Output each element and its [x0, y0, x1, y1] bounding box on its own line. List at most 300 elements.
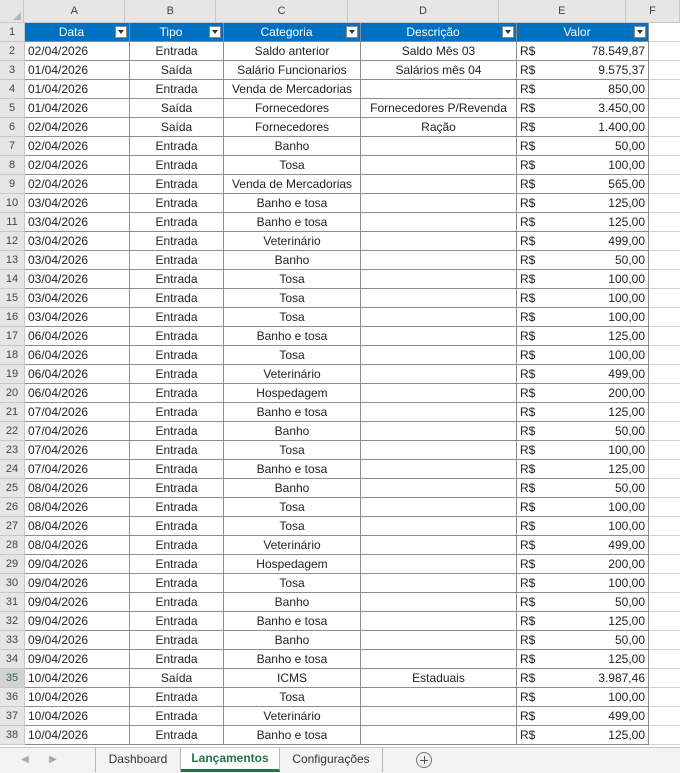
cell-valor[interactable]	[517, 194, 649, 213]
cell-descricao[interactable]	[361, 308, 517, 327]
cell-f[interactable]	[649, 517, 680, 536]
cell-descricao[interactable]	[361, 194, 517, 213]
cell-valor[interactable]	[517, 327, 649, 346]
cell-categoria[interactable]: Banho e tosa	[224, 403, 361, 422]
cell-descricao[interactable]: Salários mês 04	[361, 61, 517, 80]
cell-data[interactable]: 03/04/2026	[25, 232, 130, 251]
cell-tipo[interactable]: Entrada	[130, 612, 224, 631]
cell-categoria[interactable]: Banho	[224, 422, 361, 441]
cell-f[interactable]	[649, 384, 680, 403]
header-categoria[interactable]	[224, 23, 361, 42]
cell-tipo[interactable]: Saída	[130, 99, 224, 118]
cell-valor[interactable]	[517, 441, 649, 460]
cell-f[interactable]	[649, 574, 680, 593]
row-header[interactable]: 29	[0, 555, 25, 574]
cell-tipo[interactable]: Entrada	[130, 517, 224, 536]
cell-f[interactable]	[649, 270, 680, 289]
cell-tipo[interactable]: Entrada	[130, 289, 224, 308]
cell-valor[interactable]	[517, 80, 649, 99]
row-header[interactable]: 3	[0, 61, 25, 80]
cell-categoria[interactable]: Tosa	[224, 517, 361, 536]
table-row	[0, 42, 680, 61]
cell-descricao[interactable]	[361, 137, 517, 156]
cell-tipo[interactable]: Entrada	[130, 308, 224, 327]
cell-tipo[interactable]: Entrada	[130, 441, 224, 460]
cell-data[interactable]: 03/04/2026	[25, 251, 130, 270]
cell-descricao[interactable]	[361, 156, 517, 175]
currency-symbol: R$	[520, 310, 536, 324]
cell-data[interactable]: 09/04/2026	[25, 631, 130, 650]
filter-dropdown-icon[interactable]	[346, 26, 358, 38]
cell-descricao[interactable]	[361, 460, 517, 479]
cell-tipo[interactable]: Entrada	[130, 251, 224, 270]
cell-f[interactable]	[649, 688, 680, 707]
cell-valor[interactable]	[517, 574, 649, 593]
cell-data[interactable]: 03/04/2026	[25, 270, 130, 289]
cell-data[interactable]: 07/04/2026	[25, 460, 130, 479]
tab-lancamentos[interactable]: Lançamentos	[181, 748, 280, 772]
column-header-b[interactable]: B	[125, 0, 216, 23]
row-header[interactable]: 26	[0, 498, 25, 517]
cell-data[interactable]: 02/04/2026	[25, 42, 130, 61]
cell-valor[interactable]	[517, 536, 649, 555]
cell-valor[interactable]	[517, 365, 649, 384]
cell-valor[interactable]	[517, 612, 649, 631]
currency-symbol: R$	[520, 272, 536, 286]
cell-descricao[interactable]	[361, 574, 517, 593]
cell-valor[interactable]	[517, 593, 649, 612]
cell-categoria[interactable]: Venda de Mercadorias	[224, 80, 361, 99]
cell-descricao[interactable]	[361, 327, 517, 346]
cell-data[interactable]: 03/04/2026	[25, 289, 130, 308]
cell-data[interactable]: 10/04/2026	[25, 688, 130, 707]
row-header[interactable]: 37	[0, 707, 25, 726]
table-row	[0, 574, 680, 593]
cell-f[interactable]	[649, 460, 680, 479]
row-header[interactable]: 24	[0, 460, 25, 479]
row-header[interactable]: 36	[0, 688, 25, 707]
cell-categoria[interactable]: Banho	[224, 137, 361, 156]
cell-descricao[interactable]	[361, 213, 517, 232]
row-header[interactable]: 7	[0, 137, 25, 156]
row-header[interactable]: 22	[0, 422, 25, 441]
cell-valor[interactable]	[517, 42, 649, 61]
row-header[interactable]: 18	[0, 346, 25, 365]
cell-f[interactable]	[649, 137, 680, 156]
table-header-row	[0, 23, 680, 42]
cell-tipo[interactable]: Entrada	[130, 327, 224, 346]
row-header[interactable]: 34	[0, 650, 25, 669]
row-header[interactable]: 20	[0, 384, 25, 403]
cell-tipo[interactable]: Entrada	[130, 650, 224, 669]
cell-data[interactable]: 09/04/2026	[25, 612, 130, 631]
select-all-corner[interactable]	[0, 0, 24, 23]
cell-tipo[interactable]: Entrada	[130, 346, 224, 365]
cell-tipo[interactable]: Entrada	[130, 232, 224, 251]
cell-data[interactable]: 02/04/2026	[25, 175, 130, 194]
row-header[interactable]: 32	[0, 612, 25, 631]
cell-categoria[interactable]: Saldo anterior	[224, 42, 361, 61]
cell-data[interactable]: 07/04/2026	[25, 422, 130, 441]
cell-valor[interactable]	[517, 61, 649, 80]
cell-data[interactable]: 03/04/2026	[25, 213, 130, 232]
cell-valor[interactable]	[517, 498, 649, 517]
cell-f[interactable]	[649, 707, 680, 726]
cell-f[interactable]	[649, 175, 680, 194]
tab-dashboard[interactable]: Dashboard	[96, 748, 181, 772]
cell-data[interactable]: 03/04/2026	[25, 308, 130, 327]
cell-f[interactable]	[649, 365, 680, 384]
cell-tipo[interactable]: Entrada	[130, 688, 224, 707]
cell-tipo[interactable]: Entrada	[130, 536, 224, 555]
cell-valor[interactable]	[517, 251, 649, 270]
row-header[interactable]: 4	[0, 80, 25, 99]
cell-categoria[interactable]: Tosa	[224, 289, 361, 308]
cell-categoria[interactable]: Tosa	[224, 498, 361, 517]
cell-f[interactable]	[649, 23, 680, 42]
cell-data[interactable]: 08/04/2026	[25, 517, 130, 536]
cell-f[interactable]	[649, 61, 680, 80]
cell-descricao[interactable]	[361, 517, 517, 536]
cell-tipo[interactable]: Entrada	[130, 42, 224, 61]
header-valor[interactable]	[517, 23, 649, 42]
cell-tipo[interactable]: Entrada	[130, 270, 224, 289]
cell-categoria[interactable]: Tosa	[224, 156, 361, 175]
cell-descricao[interactable]	[361, 593, 517, 612]
row-header[interactable]: 9	[0, 175, 25, 194]
cell-f[interactable]	[649, 251, 680, 270]
cell-data[interactable]: 06/04/2026	[25, 365, 130, 384]
cell-valor[interactable]	[517, 232, 649, 251]
cell-data[interactable]: 08/04/2026	[25, 536, 130, 555]
row-header[interactable]: 27	[0, 517, 25, 536]
cell-descricao[interactable]	[361, 631, 517, 650]
cell-categoria[interactable]: Veterinário	[224, 232, 361, 251]
cell-data[interactable]: 06/04/2026	[25, 384, 130, 403]
cell-data[interactable]: 09/04/2026	[25, 593, 130, 612]
cell-valor[interactable]	[517, 270, 649, 289]
cell-tipo[interactable]: Entrada	[130, 460, 224, 479]
scroll-tabs-left-icon[interactable]: ◀	[21, 754, 29, 765]
cell-valor[interactable]	[517, 213, 649, 232]
cell-tipo[interactable]: Entrada	[130, 403, 224, 422]
cell-valor[interactable]	[517, 669, 649, 688]
cell-f[interactable]	[649, 631, 680, 650]
filter-dropdown-icon[interactable]	[634, 26, 646, 38]
cell-valor[interactable]	[517, 707, 649, 726]
row-header[interactable]: 12	[0, 232, 25, 251]
row-header[interactable]: 8	[0, 156, 25, 175]
cell-descricao[interactable]	[361, 422, 517, 441]
cell-descricao[interactable]	[361, 384, 517, 403]
cell-data[interactable]: 07/04/2026	[25, 403, 130, 422]
cell-data[interactable]: 10/04/2026	[25, 707, 130, 726]
cell-data[interactable]: 10/04/2026	[25, 669, 130, 688]
row-header[interactable]: 17	[0, 327, 25, 346]
cell-tipo[interactable]: Entrada	[130, 555, 224, 574]
tab-configuracoes[interactable]: Configurações	[280, 748, 383, 772]
cell-valor[interactable]	[517, 175, 649, 194]
cell-valor[interactable]	[517, 726, 649, 745]
cell-categoria[interactable]: Tosa	[224, 441, 361, 460]
row-header[interactable]: 33	[0, 631, 25, 650]
cell-categoria[interactable]: ICMS	[224, 669, 361, 688]
cell-descricao[interactable]	[361, 365, 517, 384]
cell-tipo[interactable]: Entrada	[130, 574, 224, 593]
column-header-a[interactable]: A	[24, 0, 125, 23]
cell-categoria[interactable]: Tosa	[224, 346, 361, 365]
cell-categoria[interactable]: Banho	[224, 631, 361, 650]
cell-tipo[interactable]: Entrada	[130, 593, 224, 612]
cell-tipo[interactable]: Entrada	[130, 156, 224, 175]
cell-categoria[interactable]: Fornecedores	[224, 99, 361, 118]
cell-valor[interactable]	[517, 688, 649, 707]
cell-descricao[interactable]: Saldo Mês 03	[361, 42, 517, 61]
cell-tipo[interactable]: Saída	[130, 669, 224, 688]
cell-valor[interactable]	[517, 99, 649, 118]
cell-tipo[interactable]: Entrada	[130, 384, 224, 403]
cell-descricao[interactable]	[361, 688, 517, 707]
cell-tipo[interactable]: Saída	[130, 118, 224, 137]
cell-tipo[interactable]: Entrada	[130, 80, 224, 99]
cell-descricao[interactable]	[361, 289, 517, 308]
cell-f[interactable]	[649, 441, 680, 460]
row-header[interactable]: 6	[0, 118, 25, 137]
cell-tipo[interactable]: Entrada	[130, 175, 224, 194]
cell-valor[interactable]	[517, 118, 649, 137]
cell-categoria[interactable]: Banho e tosa	[224, 213, 361, 232]
cell-categoria[interactable]: Venda de Mercadorias	[224, 175, 361, 194]
cell-categoria[interactable]: Banho e tosa	[224, 726, 361, 745]
cell-valor[interactable]	[517, 422, 649, 441]
cell-tipo[interactable]: Saída	[130, 61, 224, 80]
cell-categoria[interactable]: Banho	[224, 593, 361, 612]
row-header[interactable]: 14	[0, 270, 25, 289]
cell-tipo[interactable]: Entrada	[130, 194, 224, 213]
cell-f[interactable]	[649, 194, 680, 213]
cell-categoria[interactable]: Banho e tosa	[224, 460, 361, 479]
cell-tipo[interactable]: Entrada	[130, 726, 224, 745]
scroll-tabs-right-icon[interactable]: ▶	[49, 754, 57, 765]
cell-categoria[interactable]: Banho e tosa	[224, 327, 361, 346]
cell-valor[interactable]	[517, 289, 649, 308]
cell-f[interactable]	[649, 289, 680, 308]
cell-valor[interactable]	[517, 517, 649, 536]
cell-descricao[interactable]: Estaduais	[361, 669, 517, 688]
table-row	[0, 213, 680, 232]
row-header[interactable]: 23	[0, 441, 25, 460]
cell-categoria[interactable]: Banho	[224, 251, 361, 270]
cell-f[interactable]	[649, 156, 680, 175]
cell-categoria[interactable]: Banho	[224, 479, 361, 498]
cell-descricao[interactable]	[361, 479, 517, 498]
cell-valor[interactable]	[517, 384, 649, 403]
cell-valor[interactable]	[517, 650, 649, 669]
cell-data[interactable]: 09/04/2026	[25, 574, 130, 593]
cell-f[interactable]	[649, 42, 680, 61]
cell-f[interactable]	[649, 403, 680, 422]
column-header-c[interactable]: C	[216, 0, 348, 23]
cell-categoria[interactable]: Veterinário	[224, 365, 361, 384]
cell-descricao[interactable]	[361, 536, 517, 555]
cell-f[interactable]	[649, 232, 680, 251]
cell-descricao[interactable]	[361, 650, 517, 669]
cell-f[interactable]	[649, 99, 680, 118]
table-row	[0, 403, 680, 422]
column-header-f[interactable]: F	[626, 0, 680, 23]
cell-valor[interactable]	[517, 346, 649, 365]
cell-categoria[interactable]: Veterinário	[224, 707, 361, 726]
cell-f[interactable]	[649, 726, 680, 745]
row-header[interactable]: 28	[0, 536, 25, 555]
cell-descricao[interactable]	[361, 612, 517, 631]
cell-data[interactable]: 08/04/2026	[25, 498, 130, 517]
cell-tipo[interactable]: Entrada	[130, 213, 224, 232]
cell-valor[interactable]	[517, 460, 649, 479]
cell-categoria[interactable]: Tosa	[224, 308, 361, 327]
cell-f[interactable]	[649, 422, 680, 441]
row-header[interactable]: 19	[0, 365, 25, 384]
cell-data[interactable]: 01/04/2026	[25, 80, 130, 99]
cell-valor[interactable]	[517, 156, 649, 175]
cell-tipo[interactable]: Entrada	[130, 137, 224, 156]
cell-valor[interactable]	[517, 555, 649, 574]
cell-f[interactable]	[649, 479, 680, 498]
row-header[interactable]: 25	[0, 479, 25, 498]
cell-valor[interactable]	[517, 137, 649, 156]
amount: 125,00	[608, 652, 645, 666]
cell-data[interactable]: 02/04/2026	[25, 156, 130, 175]
cell-f[interactable]	[649, 650, 680, 669]
cell-descricao[interactable]	[361, 232, 517, 251]
cell-descricao[interactable]	[361, 251, 517, 270]
cell-f[interactable]	[649, 536, 680, 555]
cell-tipo[interactable]: Entrada	[130, 479, 224, 498]
cell-f[interactable]	[649, 346, 680, 365]
row-header[interactable]: 2	[0, 42, 25, 61]
cell-descricao[interactable]	[361, 498, 517, 517]
row-header[interactable]: 13	[0, 251, 25, 270]
cell-data[interactable]: 10/04/2026	[25, 726, 130, 745]
cell-descricao[interactable]	[361, 346, 517, 365]
cell-categoria[interactable]: Veterinário	[224, 536, 361, 555]
cell-categoria[interactable]: Banho e tosa	[224, 194, 361, 213]
cell-f[interactable]	[649, 213, 680, 232]
cell-descricao[interactable]: Fornecedores P/Revenda	[361, 99, 517, 118]
row-header[interactable]: 16	[0, 308, 25, 327]
cell-categoria[interactable]: Salário Funcionarios	[224, 61, 361, 80]
cell-descricao[interactable]	[361, 403, 517, 422]
cell-f[interactable]	[649, 327, 680, 346]
cell-data[interactable]: 02/04/2026	[25, 118, 130, 137]
cell-data[interactable]: 09/04/2026	[25, 555, 130, 574]
filter-dropdown-icon[interactable]	[209, 26, 221, 38]
cell-descricao[interactable]	[361, 707, 517, 726]
row-header[interactable]: 10	[0, 194, 25, 213]
cell-data[interactable]: 07/04/2026	[25, 441, 130, 460]
cell-categoria[interactable]: Tosa	[224, 270, 361, 289]
row-header[interactable]: 38	[0, 726, 25, 745]
currency-symbol: R$	[520, 329, 536, 343]
cell-descricao[interactable]	[361, 726, 517, 745]
table-row	[0, 517, 680, 536]
cell-descricao[interactable]	[361, 80, 517, 99]
column-header-e[interactable]: E	[499, 0, 626, 23]
cell-data[interactable]: 03/04/2026	[25, 194, 130, 213]
cell-valor[interactable]	[517, 308, 649, 327]
cell-f[interactable]	[649, 669, 680, 688]
cell-valor[interactable]	[517, 403, 649, 422]
cell-descricao[interactable]	[361, 555, 517, 574]
cell-data[interactable]: 01/04/2026	[25, 99, 130, 118]
cell-tipo[interactable]: Entrada	[130, 365, 224, 384]
currency-symbol: R$	[520, 595, 536, 609]
cell-valor[interactable]	[517, 479, 649, 498]
cell-categoria[interactable]: Banho e tosa	[224, 650, 361, 669]
cell-tipo[interactable]: Entrada	[130, 707, 224, 726]
cell-categoria[interactable]: Banho e tosa	[224, 612, 361, 631]
cell-categoria[interactable]: Hospedagem	[224, 384, 361, 403]
header-data[interactable]	[25, 23, 130, 42]
cell-f[interactable]	[649, 612, 680, 631]
cell-tipo[interactable]: Entrada	[130, 631, 224, 650]
cell-descricao[interactable]	[361, 175, 517, 194]
cell-f[interactable]	[649, 80, 680, 99]
cell-descricao[interactable]	[361, 270, 517, 289]
row-header[interactable]: 31	[0, 593, 25, 612]
cell-data[interactable]: 01/04/2026	[25, 61, 130, 80]
cell-f[interactable]	[649, 308, 680, 327]
add-sheet-icon[interactable]	[416, 752, 432, 768]
cell-descricao[interactable]	[361, 441, 517, 460]
filter-dropdown-icon[interactable]	[115, 26, 127, 38]
amount: 200,00	[608, 386, 645, 400]
cell-descricao[interactable]: Ração	[361, 118, 517, 137]
row-header[interactable]: 30	[0, 574, 25, 593]
table-row	[0, 669, 680, 688]
filter-dropdown-icon[interactable]	[502, 26, 514, 38]
cell-valor[interactable]	[517, 631, 649, 650]
row-header[interactable]: 15	[0, 289, 25, 308]
cell-data[interactable]: 02/04/2026	[25, 137, 130, 156]
row-header[interactable]: 11	[0, 213, 25, 232]
header-descricao[interactable]	[361, 23, 517, 42]
cell-data[interactable]: 09/04/2026	[25, 650, 130, 669]
header-tipo[interactable]	[130, 23, 224, 42]
cell-f[interactable]	[649, 498, 680, 517]
cell-data[interactable]: 08/04/2026	[25, 479, 130, 498]
cell-data[interactable]: 06/04/2026	[25, 327, 130, 346]
cell-data[interactable]: 06/04/2026	[25, 346, 130, 365]
table-row	[0, 707, 680, 726]
cell-tipo[interactable]: Entrada	[130, 498, 224, 517]
cell-categoria[interactable]: Tosa	[224, 688, 361, 707]
currency-symbol: R$	[520, 120, 536, 134]
row-header[interactable]: 5	[0, 99, 25, 118]
row-header[interactable]: 35	[0, 669, 25, 688]
column-header-d[interactable]: D	[348, 0, 498, 23]
currency-symbol: R$	[520, 500, 536, 514]
cell-categoria[interactable]: Tosa	[224, 574, 361, 593]
cell-categoria[interactable]: Hospedagem	[224, 555, 361, 574]
cell-tipo[interactable]: Entrada	[130, 422, 224, 441]
row-header[interactable]: 21	[0, 403, 25, 422]
cell-categoria[interactable]: Fornecedores	[224, 118, 361, 137]
cell-f[interactable]	[649, 118, 680, 137]
row-header[interactable]: 1	[0, 23, 25, 42]
cell-f[interactable]	[649, 593, 680, 612]
cell-f[interactable]	[649, 555, 680, 574]
